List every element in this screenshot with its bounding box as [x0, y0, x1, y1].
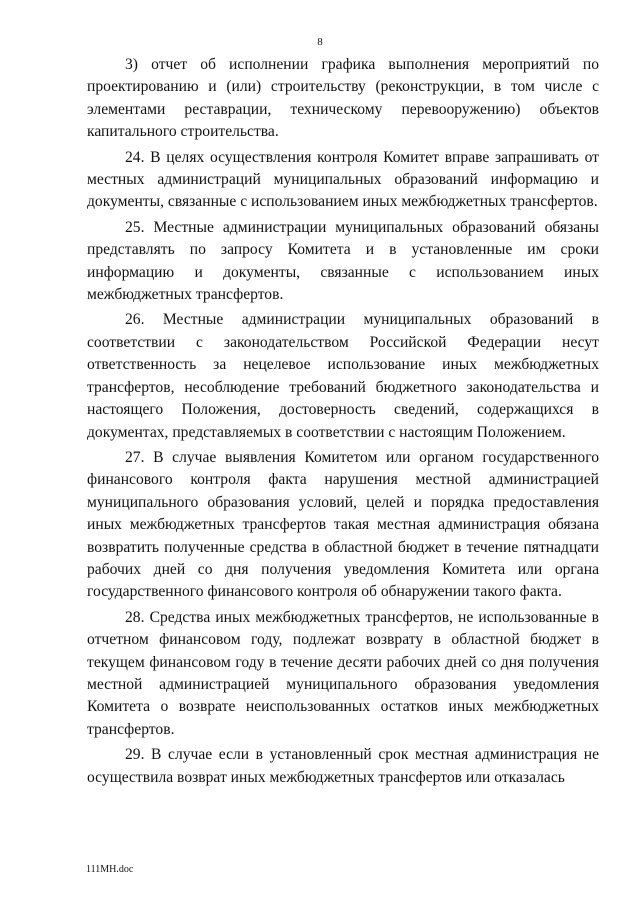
page-number: 8: [317, 36, 323, 48]
paragraph-27: 27. В случае выявления Комитетом или органом государственного финансового контроля факта нарушения местной администрацией муниципального образования условий, целей и порядка предоставления иных межбюджетных трансфертов такая местная администрация обязана возвратить полученные средства в областной бюджет в течение пятнадцати рабочих дней со дня получения уведомления Комитета или органа государственного финансового контроля об обнаружении такого факта.: [87, 448, 599, 601]
paragraph-item-3: 3) отчет об исполнении графика выполнения мероприятий по проектированию и (или) строительству (реконструкции, в том числе с элементами реставрации, техническому перевооружению) объектов капитального строительства.: [87, 56, 599, 141]
file-name-footer: 111МН.doc: [86, 864, 134, 875]
paragraph-24: 24. В целях осуществления контроля Комитет вправе запрашивать от местных администраций муниципальных образований информацию и документы, связанные с использованием иных межбюджетных трансфертов.: [87, 148, 599, 211]
paragraph-28: 28. Средства иных межбюджетных трансфертов, не использованные в отчетном финансовом году, подлежат возврату в областной бюджет в текущем финансовом году в течение десяти рабочих дней со дня получения местной администрацией муниципального образования уведомления Комитета о возврате неиспользованных остатков иных межбюджетных трансфертов.: [87, 608, 599, 738]
paragraph-29: 29. В случае если в установленный срок местная администрация не осуществила возврат иных межбюджетных трансфертов или отказалась: [87, 746, 599, 786]
paragraph-25: 25. Местные администрации муниципальных образований обязаны представлять по запросу Комитета и в установленные им сроки информацию и документы, связанные с использованием иных межбюджетных трансфертов.: [87, 218, 599, 304]
document-body: [87, 54, 599, 789]
paragraph-26: 26. Местные администрации муниципальных образований в соответствии с законодательством Российской Федерации несут ответственность за нецелевое использование иных межбюджетных трансфертов, несоблюдение требований бюджетного законодательства и настоящего Положения, достоверность сведений, содержащихся в документах, представляемых в соответствии с настоящим Положением.: [87, 311, 599, 441]
